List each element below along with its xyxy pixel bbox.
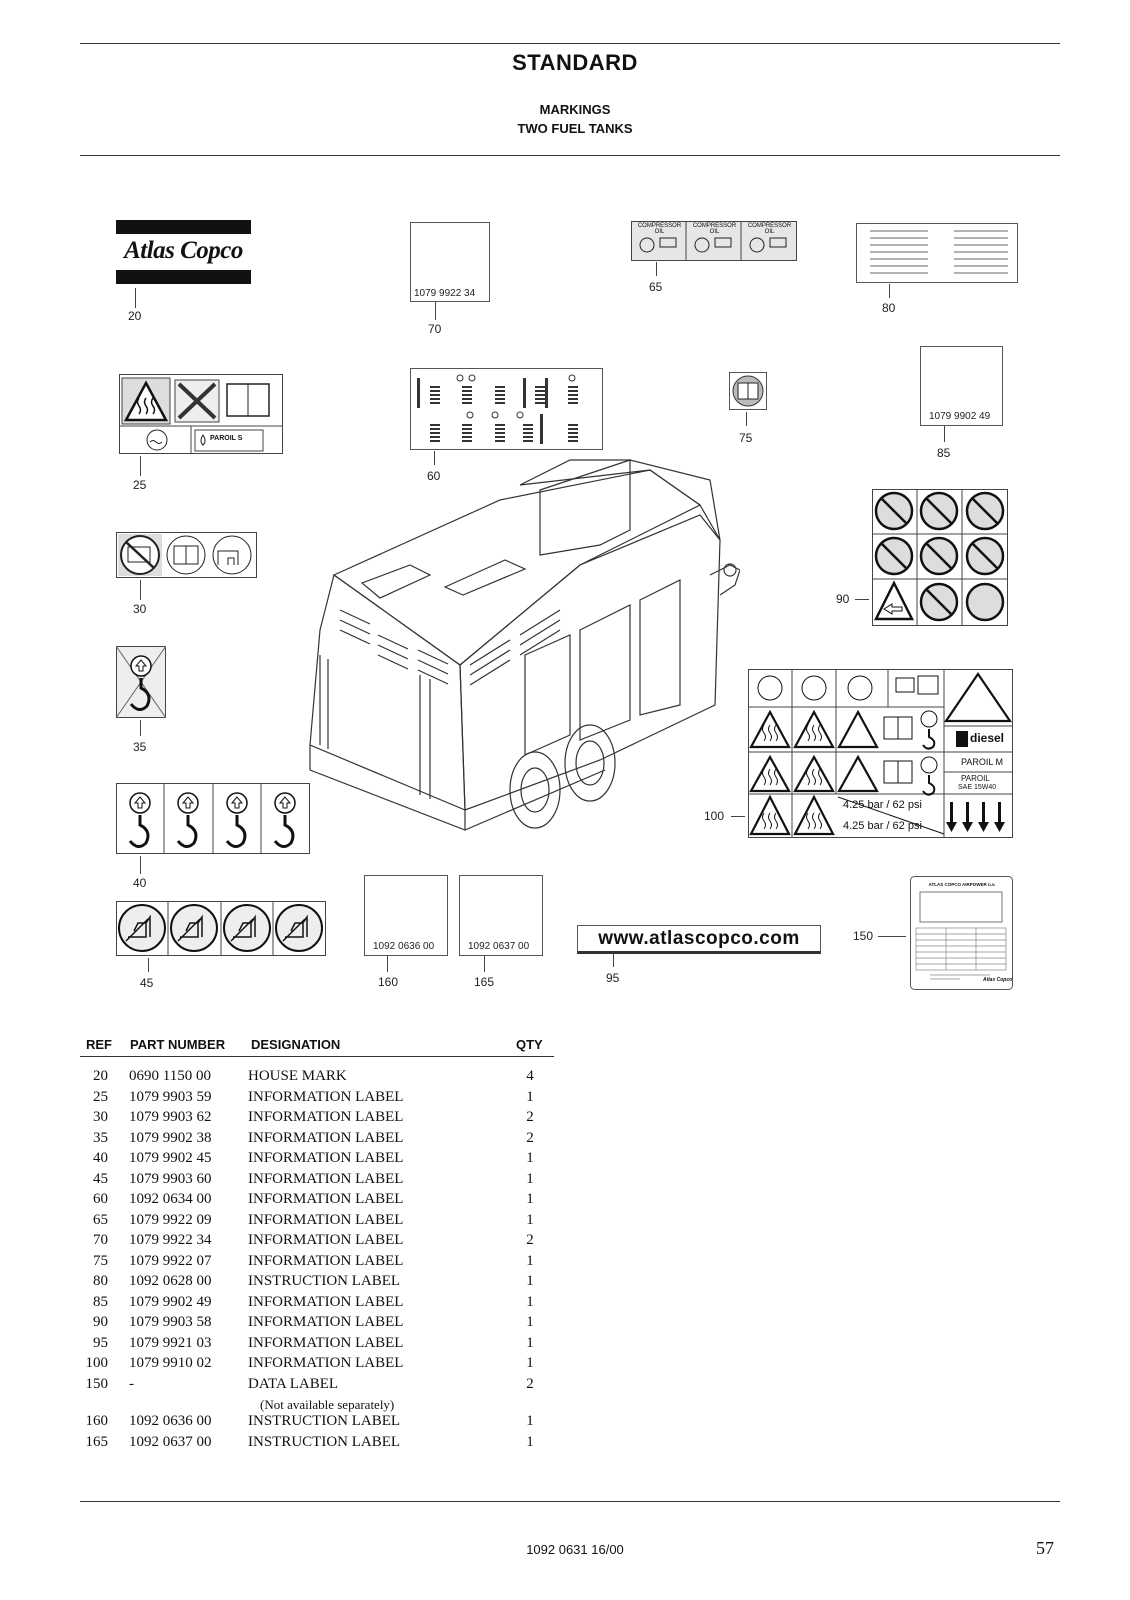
label-25-text: PAROIL S: [210, 435, 243, 442]
label-65-text-2: COMPRESSOR OIL: [692, 223, 737, 235]
callout-30: 30: [133, 602, 147, 616]
footer-doc-number: 1092 0631 16/00: [526, 1542, 624, 1557]
callout-65: 65: [649, 280, 663, 294]
label-60-information: [410, 368, 603, 450]
label-70-part-number: 1079 9922 34: [414, 288, 476, 299]
label-100-pressure-1: 4.25 bar / 62 psi: [843, 799, 922, 811]
table-row: 80 1092 0628 00 INSTRUCTION LABEL 1: [93, 1273, 534, 1289]
table-row: 95 1079 9921 03 INFORMATION LABEL 1: [93, 1335, 534, 1351]
table-row: 70 1079 9922 34 INFORMATION LABEL 2: [93, 1232, 534, 1248]
page-subtitle-2: TWO FUEL TANKS: [517, 121, 633, 136]
label-80-instruction: [856, 223, 1018, 283]
label-85: [920, 346, 1003, 426]
callout-35: 35: [133, 740, 147, 754]
callout-165: 165: [474, 975, 495, 989]
table-row: 45 1079 9903 60 INFORMATION LABEL 1: [93, 1171, 534, 1187]
label-65-text-1: COMPRESSOR OIL: [637, 223, 682, 235]
callout-20: 20: [128, 309, 142, 323]
table-row: 40 1079 9902 45 INFORMATION LABEL 1: [93, 1150, 534, 1166]
table-header-designation: DESIGNATION: [251, 1037, 341, 1052]
table-row: 30 1079 9903 62 INFORMATION LABEL 2: [93, 1109, 534, 1125]
callout-95: 95: [606, 971, 620, 985]
label-165-part-number: 1092 0637 00: [468, 941, 530, 952]
table-note-150: (Not available separately): [260, 1397, 395, 1412]
table-header-ref: REF: [86, 1037, 112, 1052]
table-row: 150 - DATA LABEL 2: [85, 1376, 534, 1392]
table-row: 75 1079 9922 07 INFORMATION LABEL 1: [93, 1253, 534, 1269]
table-header-qty: QTY: [516, 1037, 543, 1052]
label-150-brand: Atlas Copco: [983, 977, 1013, 983]
callout-90: 90: [836, 592, 850, 606]
table-row: 60 1092 0634 00 INFORMATION LABEL 1: [93, 1191, 534, 1207]
label-150-data-plate: [910, 876, 1013, 990]
label-100-pressure-2: 4.25 bar / 62 psi: [843, 820, 922, 832]
label-100-information: [748, 669, 1013, 838]
label-100-sae: SAE 15W40: [958, 784, 997, 791]
label-160-part-number: 1092 0636 00: [373, 941, 435, 952]
callout-25: 25: [133, 478, 147, 492]
callout-100: 100: [704, 809, 725, 823]
logo-text: Atlas Copco: [124, 237, 243, 264]
table-row: 165 1092 0637 00 INSTRUCTION LABEL 1: [85, 1434, 534, 1450]
label-85-part-number: 1079 9902 49: [929, 411, 991, 422]
callout-45: 45: [140, 976, 154, 990]
label-45-forklift: [116, 901, 326, 956]
label-160: [364, 875, 448, 956]
label-35-lifting-hook: [116, 646, 166, 718]
callout-80: 80: [882, 301, 896, 315]
header-bottom-rule: [80, 155, 1060, 156]
table-row: 160 1092 0636 00 INSTRUCTION LABEL 1: [85, 1413, 534, 1429]
callout-150: 150: [853, 929, 874, 943]
callout-160: 160: [378, 975, 399, 989]
label-95-website: www.atlascopco.com: [577, 925, 821, 954]
table-row: 90 1079 9903 58 INFORMATION LABEL 1: [93, 1314, 534, 1330]
callout-75: 75: [739, 431, 753, 445]
house-mark-logo: [116, 220, 251, 284]
table-header-rule: [80, 1056, 554, 1057]
label-40-lifting-hooks: [116, 783, 310, 854]
label-90-prohibitions: [872, 489, 1008, 626]
table-row: 100 1079 9910 02 INFORMATION LABEL 1: [85, 1355, 534, 1371]
label-165: [459, 875, 543, 956]
table-row: 20 0690 1150 00 HOUSE MARK 4: [93, 1068, 534, 1084]
table-header-part-number: PART NUMBER: [130, 1037, 226, 1052]
table-row: 25 1079 9903 59 INFORMATION LABEL 1: [93, 1089, 534, 1105]
page-subtitle-1: MARKINGS: [539, 102, 611, 117]
label-100-paroil: PAROIL: [961, 774, 990, 783]
table-row: 65 1079 9922 09 INFORMATION LABEL 1: [93, 1212, 534, 1228]
page-number: 57: [1036, 1538, 1054, 1558]
table-row: 35 1079 9902 38 INFORMATION LABEL 2: [93, 1130, 534, 1146]
callout-85: 85: [937, 446, 951, 460]
callout-60: 60: [427, 469, 441, 483]
compressor-trailer-drawing: [300, 455, 740, 840]
callout-70: 70: [428, 322, 442, 336]
label-75-manual-icon: [729, 372, 767, 410]
label-100-paroil-m: PAROIL M: [961, 757, 1004, 767]
top-rule: [80, 43, 1060, 44]
label-100-diesel: diesel: [970, 731, 1005, 745]
callout-40: 40: [133, 876, 147, 890]
page-title: STANDARD: [512, 50, 638, 75]
table-row: 85 1079 9902 49 INFORMATION LABEL 1: [93, 1294, 534, 1310]
label-65-text-3: COMPRESSOR OIL: [747, 223, 792, 235]
label-25-hot-surface: [119, 374, 283, 454]
label-30-information: [116, 532, 257, 578]
footer-rule: [80, 1501, 1060, 1502]
label-150-title: ATLAS COPCO AIRPOWER n.v.: [928, 882, 996, 887]
label-70: [410, 222, 490, 302]
